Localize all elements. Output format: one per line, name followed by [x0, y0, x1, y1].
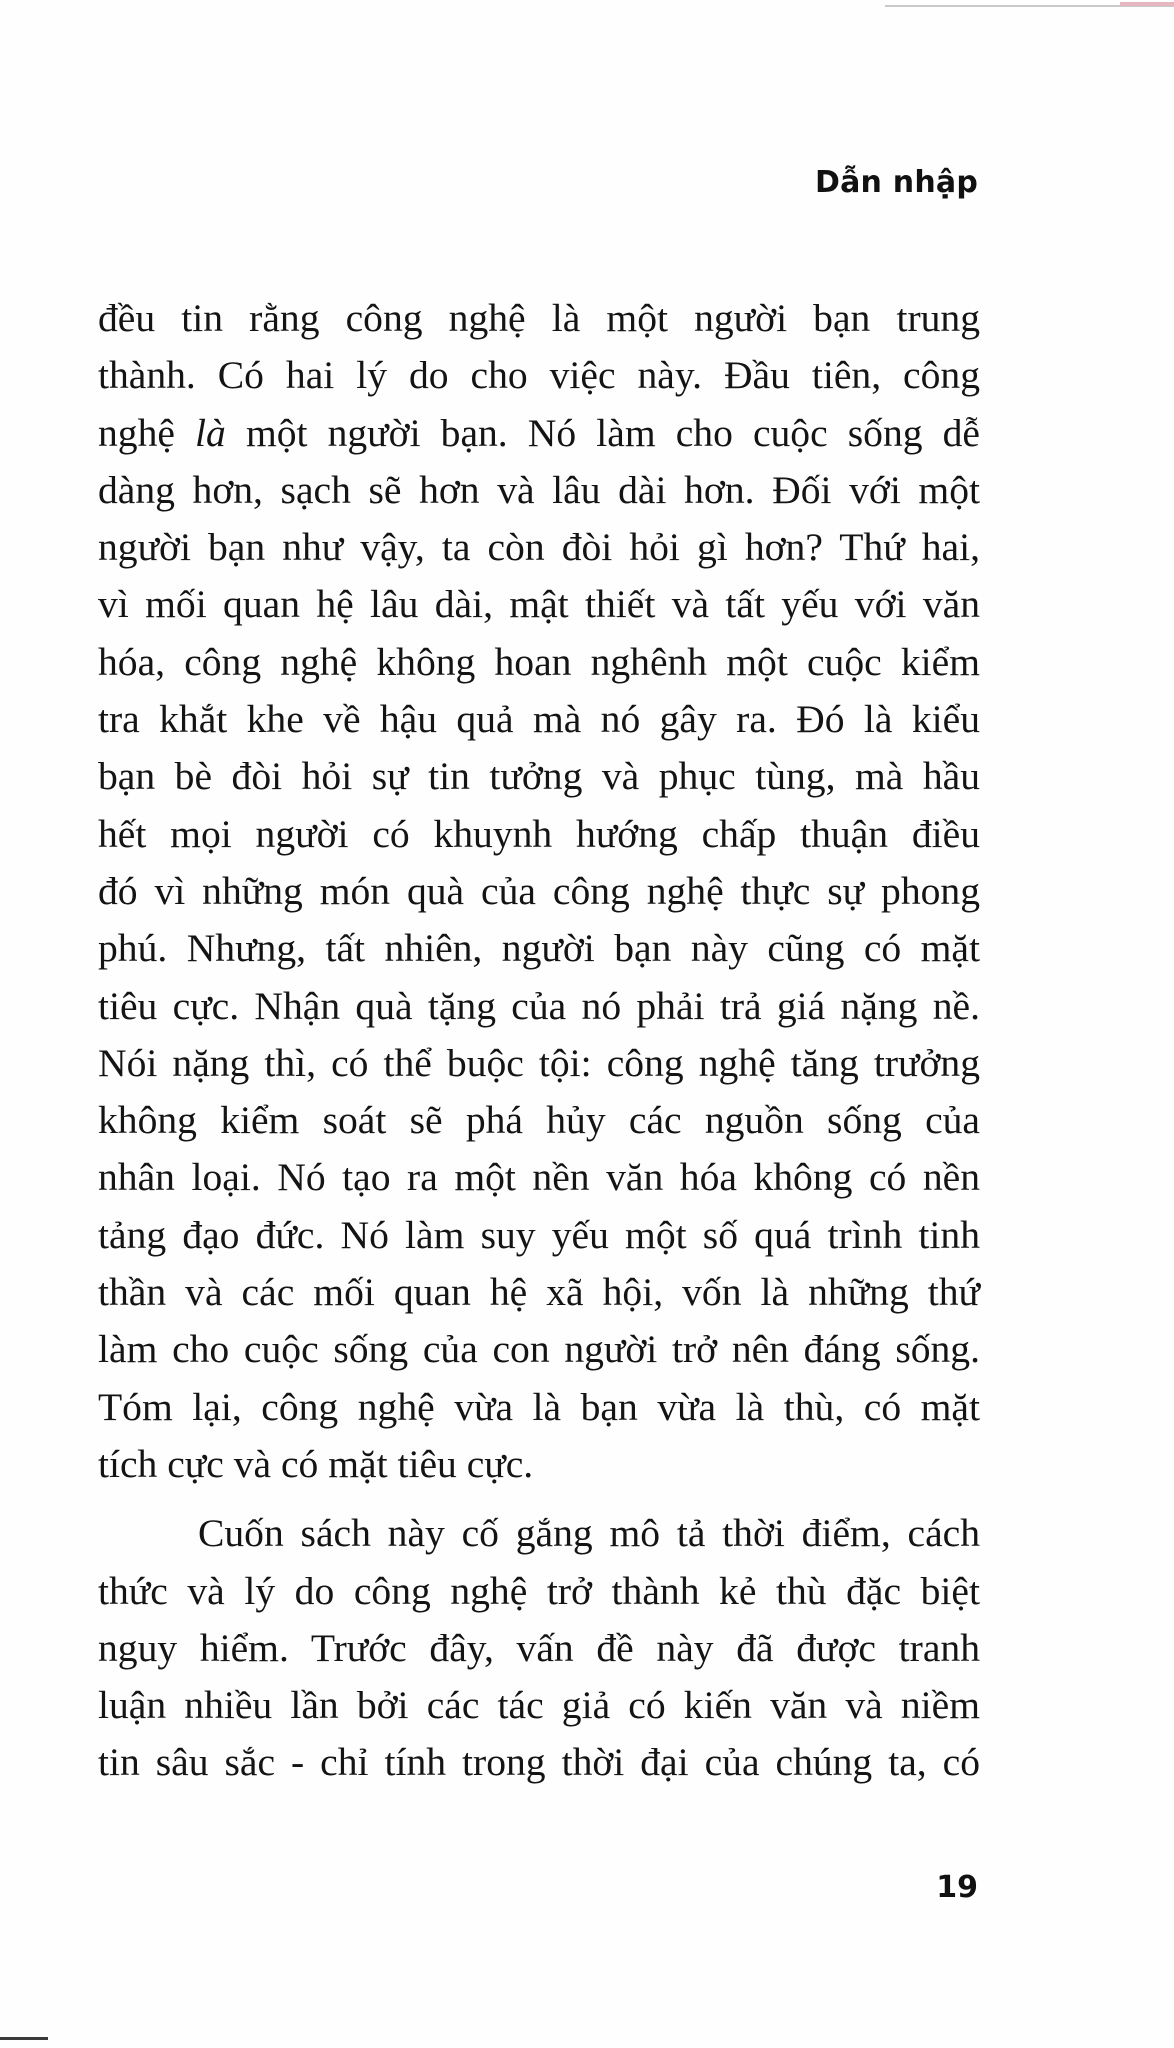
text-line: hết mọi người có khuynh hướng chấp thuận điều [98, 811, 980, 856]
text-segment: nghệ [98, 410, 196, 455]
text-line: hóa, công nghệ không hoan nghênh một cuộc kiểm [98, 639, 980, 684]
text-line: luận nhiều lần bởi các tác giả có kiến văn và niềm [98, 1683, 980, 1728]
text-segment: Cuốn sách này cố gắng mô tả thời điểm, cách [198, 1511, 980, 1556]
paragraph-2 [98, 1505, 980, 1791]
text-line: không kiểm soát sẽ phá hủy các nguồn sống của [98, 1098, 980, 1143]
text-line: tảng đạo đức. Nó làm suy yếu một số quá trình tinh [98, 1212, 980, 1257]
text-line: làm cho cuộc sống của con người trở nên đáng sống. [98, 1327, 980, 1372]
text-line: đều tin rằng công nghệ là một người bạn trung [98, 296, 980, 340]
text-line: Nói nặng thì, có thể buộc tội: công nghệ tăng trưởng [98, 1040, 980, 1085]
bottom-edge-mark [0, 2037, 48, 2040]
text-line: tin sâu sắc - chỉ tính trong thời đại của chúng ta, có [98, 1740, 980, 1785]
text-line: thần và các mối quan hệ xã hội, vốn là những thứ [98, 1270, 980, 1315]
paragraph-gap [98, 1493, 980, 1505]
page-number: 19 [936, 1870, 978, 1905]
text-line: thức và lý do công nghệ trở thành kẻ thù đặc biệt [98, 1568, 980, 1613]
text-line: phú. Nhưng, tất nhiên, người bạn này cũng có mặt [98, 926, 980, 971]
text-line: Tóm lại, công nghệ vừa là bạn vừa là thù, có mặt [98, 1384, 980, 1429]
text-line: dàng hơn, sạch sẽ hơn và lâu dài hơn. Đối với một [98, 467, 980, 512]
running-header: Dẫn nhập [815, 165, 978, 200]
text-line [98, 1505, 980, 1562]
text-line: đó vì những món quà của công nghệ thực sự phong [98, 868, 980, 913]
text-line: vì mối quan hệ lâu dài, mật thiết và tất yếu với văn [98, 582, 980, 627]
text-line: bạn bè đòi hỏi sự tin tưởng và phục tùng, mà hầu [98, 754, 980, 799]
text-line: tiêu cực. Nhận quà tặng của nó phải trả giá nặng nề. [98, 983, 980, 1028]
text-line: thành. Có hai lý do cho việc này. Đầu tiên, công [98, 353, 980, 398]
italic-word: là [195, 410, 226, 455]
top-edge-accent [1120, 2, 1174, 6]
text-segment: một người bạn. Nó làm cho cuộc sống dễ [225, 410, 980, 455]
paragraph-1 [98, 290, 980, 1493]
text-line: người bạn như vậy, ta còn đòi hỏi gì hơn? Thứ hai, [98, 525, 980, 570]
text-line: tra khắt khe về hậu quả mà nó gây ra. Đó là kiểu [98, 697, 980, 742]
text-line-with-italic [98, 405, 980, 462]
text-line: tích cực và có mặt tiêu cực. [98, 1441, 534, 1486]
body-text [98, 290, 980, 1792]
text-line: nhân loại. Nó tạo ra một nền văn hóa không có nền [98, 1155, 980, 1200]
text-line: nguy hiểm. Trước đây, vấn đề này đã được tranh [98, 1625, 980, 1670]
